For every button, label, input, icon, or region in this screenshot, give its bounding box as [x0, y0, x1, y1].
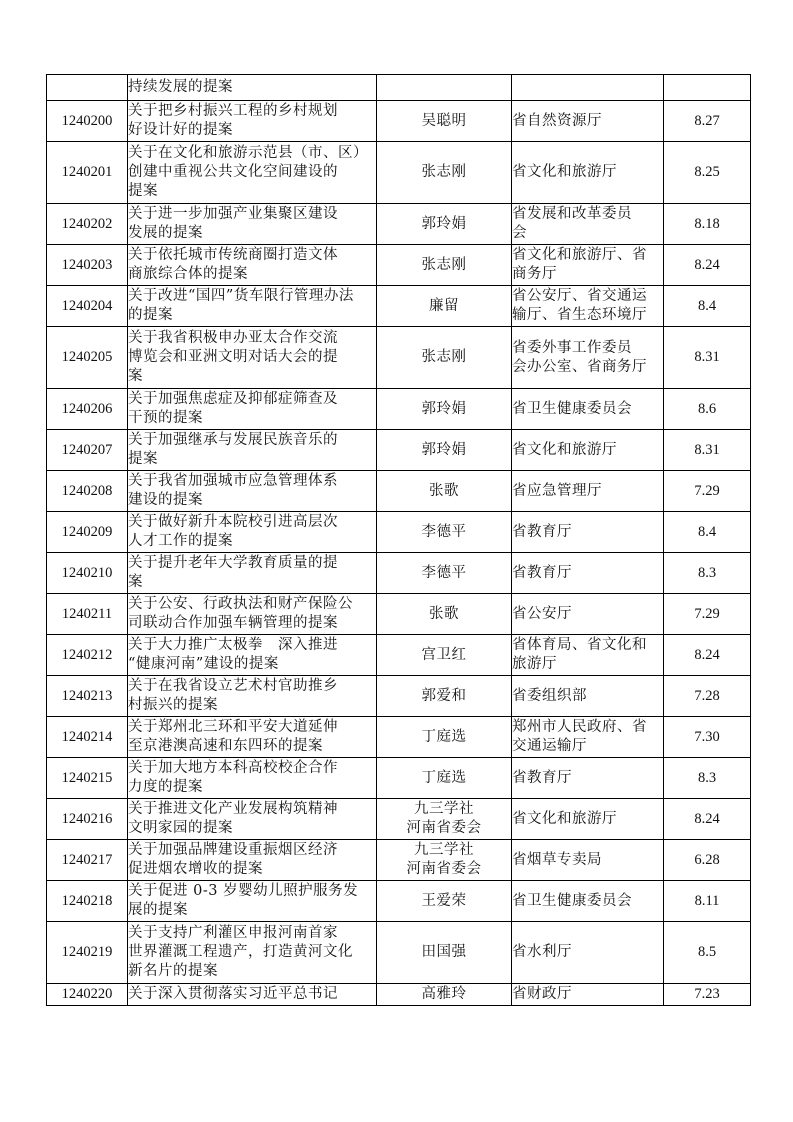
proposer	[377, 799, 512, 840]
proposal-title-line: 关于加强焦虑症及抑郁症筛查及	[128, 391, 338, 407]
table-row	[47, 245, 751, 286]
proposer-line: 郭玲娟	[421, 441, 467, 458]
handling-department-line: 省体育局、省文化和	[512, 637, 647, 653]
proposal-title	[128, 594, 377, 635]
proposer-line: 郭玲娟	[421, 400, 467, 417]
handling-department-line: 郑州市人民政府、省	[512, 719, 647, 735]
date: 7.30	[664, 717, 751, 758]
proposer	[377, 984, 512, 1006]
proposal-title-line: 关于公安、行政执法和财产保险公	[128, 596, 353, 612]
handling-department-line: 会办公室、省商务厅	[512, 358, 647, 375]
proposal-number: 1240209	[47, 512, 128, 553]
proposer-line: 廉留	[429, 297, 459, 314]
handling-department	[512, 327, 664, 389]
handling-department	[512, 75, 664, 101]
proposal-title-line: 关于提升老年大学教育质量的提	[128, 555, 338, 571]
proposal-title-line: 力度的提案	[128, 779, 203, 795]
date: 8.31	[664, 430, 751, 471]
proposal-number: 1240201	[47, 142, 128, 204]
proposal-title	[128, 430, 377, 471]
proposal-title-line: 关于进一步加强产业集聚区建设	[128, 206, 338, 222]
proposal-title-line: 关于在我省设立艺术村官助推乡	[128, 678, 338, 694]
proposal-number	[47, 75, 128, 101]
proposal-title-line: 创建中重视公共文化空间建设的	[128, 164, 338, 180]
proposal-title-line: 新名片的提案	[128, 963, 218, 979]
proposal-title	[128, 286, 377, 327]
proposal-number: 1240208	[47, 471, 128, 512]
handling-department	[512, 799, 664, 840]
handling-department-line: 省教育厅	[512, 523, 572, 540]
handling-department	[512, 142, 664, 204]
handling-department	[512, 922, 664, 984]
proposal-title-line: 干预的提案	[128, 410, 203, 426]
proposal-title-line: “健康河南”建设的提案	[128, 656, 279, 672]
proposal-number: 1240210	[47, 553, 128, 594]
proposal-number: 1240205	[47, 327, 128, 389]
proposal-title-line: 关于大力推广太极拳 深入推进	[128, 637, 338, 653]
date: 8.24	[664, 635, 751, 676]
date: 7.29	[664, 471, 751, 512]
proposer-line: 田国强	[421, 944, 467, 960]
proposal-title-line: 关于支持广利灌区申报河南首家	[128, 925, 338, 941]
proposal-title	[128, 717, 377, 758]
proposal-number: 1240206	[47, 389, 128, 430]
date	[664, 75, 751, 101]
proposer	[377, 840, 512, 881]
proposal-number: 1240219	[47, 922, 128, 984]
handling-department	[512, 881, 664, 922]
proposal-title-line: 关于改进“国四”货车限行管理办法	[128, 288, 354, 304]
proposal-table	[46, 74, 751, 1006]
handling-department-line: 省水利厅	[512, 944, 572, 960]
proposal-title	[128, 676, 377, 717]
table-row	[47, 881, 751, 922]
proposal-title-line: 促进烟农增收的提案	[128, 861, 263, 877]
table-row	[47, 635, 751, 676]
handling-department-line: 旅游厅	[512, 656, 557, 672]
handling-department	[512, 286, 664, 327]
table-row	[47, 204, 751, 245]
date: 8.24	[664, 245, 751, 286]
proposal-title-line: 文明家园的提案	[128, 820, 233, 836]
proposal-title	[128, 553, 377, 594]
proposer-line: 吴聪明	[421, 112, 467, 129]
handling-department	[512, 553, 664, 594]
proposal-title-line: 关于把乡村振兴工程的乡村规划	[128, 103, 338, 119]
proposer	[377, 635, 512, 676]
proposer-line: 河南省委会	[406, 820, 482, 836]
proposer	[377, 676, 512, 717]
proposal-title	[128, 327, 377, 389]
table-row	[47, 142, 751, 204]
handling-department-line: 省卫生健康委员会	[512, 400, 632, 417]
proposer-line: 河南省委会	[406, 861, 482, 877]
proposal-title-line: 至京港澳高速和东四环的提案	[128, 738, 323, 754]
proposer-line: 丁庭选	[421, 728, 467, 745]
proposer	[377, 430, 512, 471]
proposal-number: 1240213	[47, 676, 128, 717]
proposal-title	[128, 471, 377, 512]
handling-department-line: 省应急管理厅	[512, 482, 602, 499]
handling-department	[512, 245, 664, 286]
handling-department	[512, 840, 664, 881]
handling-department-line: 省文化和旅游厅	[512, 441, 617, 458]
proposal-number: 1240220	[47, 984, 128, 1006]
proposal-title	[128, 881, 377, 922]
table-row	[47, 717, 751, 758]
proposer	[377, 717, 512, 758]
proposal-title-line: 提案	[128, 183, 158, 199]
proposal-title-line: 商旅综合体的提案	[128, 266, 248, 282]
proposal-title-line: 关于深入贯彻落实习近平总书记	[128, 986, 338, 1002]
date: 8.25	[664, 142, 751, 204]
handling-department	[512, 101, 664, 142]
proposal-title-line: 关于在文化和旅游示范县（市、区）	[128, 145, 368, 161]
handling-department-line: 商务厅	[512, 266, 557, 282]
proposal-number: 1240212	[47, 635, 128, 676]
handling-department-line: 省文化和旅游厅	[512, 810, 617, 827]
date: 8.11	[664, 881, 751, 922]
proposal-title-line: 博览会和亚洲文明对话大会的提	[128, 349, 338, 365]
handling-department-line: 输厅、省生态环境厅	[512, 307, 647, 323]
proposer	[377, 389, 512, 430]
proposal-title	[128, 512, 377, 553]
date: 8.24	[664, 799, 751, 840]
table-row	[47, 471, 751, 512]
proposer-line: 郭爱和	[421, 687, 467, 704]
proposer	[377, 553, 512, 594]
proposal-title-line: 关于做好新升本院校引进高层次	[128, 514, 338, 530]
date: 8.5	[664, 922, 751, 984]
table-row	[47, 389, 751, 430]
proposal-number: 1240207	[47, 430, 128, 471]
date: 8.3	[664, 553, 751, 594]
handling-department-line: 会	[512, 225, 527, 241]
handling-department-line: 省财政厅	[512, 986, 572, 1002]
proposal-title-line: 人才工作的提案	[128, 533, 233, 549]
proposal-title	[128, 984, 377, 1006]
handling-department-line: 省文化和旅游厅	[512, 164, 617, 180]
table-row	[47, 75, 751, 101]
date: 8.18	[664, 204, 751, 245]
proposal-number: 1240218	[47, 881, 128, 922]
proposal-title-line: 好设计好的提案	[128, 122, 233, 138]
date: 8.4	[664, 512, 751, 553]
proposer-line: 李德平	[421, 523, 467, 540]
proposal-title-line: 关于我省积极申办亚太合作交流	[128, 330, 338, 346]
proposal-title-line: 关于推进文化产业发展构筑精神	[128, 801, 338, 817]
proposer	[377, 471, 512, 512]
proposal-title-line: 关于加强继承与发展民族音乐的	[128, 432, 338, 448]
proposal-title-line: 关于加强品牌建设重振烟区经济	[128, 842, 338, 858]
table-row	[47, 101, 751, 142]
proposal-title-line: 关于我省加强城市应急管理体系	[128, 473, 338, 489]
proposer-line: 李德平	[421, 564, 467, 581]
proposal-title-line: 提案	[128, 451, 158, 467]
proposal-number: 1240204	[47, 286, 128, 327]
date: 7.29	[664, 594, 751, 635]
proposal-title-line: 村振兴的提案	[128, 697, 218, 713]
proposal-title-line: 的提案	[128, 307, 173, 323]
proposer	[377, 75, 512, 101]
table-row	[47, 512, 751, 553]
date: 8.6	[664, 389, 751, 430]
handling-department-line: 省教育厅	[512, 769, 572, 786]
proposer	[377, 286, 512, 327]
proposal-title-line: 持续发展的提案	[128, 79, 233, 95]
proposal-title	[128, 635, 377, 676]
proposal-title-line: 关于加大地方本科高校校企合作	[128, 760, 338, 776]
proposal-number: 1240211	[47, 594, 128, 635]
proposer	[377, 881, 512, 922]
proposal-title	[128, 840, 377, 881]
proposer-line: 丁庭选	[421, 769, 467, 786]
date: 8.3	[664, 758, 751, 799]
table-row	[47, 840, 751, 881]
proposer-line: 高雅玲	[421, 986, 467, 1002]
proposer-line: 九三学社	[414, 801, 474, 817]
handling-department-line: 省委组织部	[512, 687, 587, 704]
proposal-number: 1240217	[47, 840, 128, 881]
table-row	[47, 799, 751, 840]
proposal-title	[128, 389, 377, 430]
proposer-line: 张歌	[429, 605, 459, 622]
handling-department-line: 省文化和旅游厅、省	[512, 247, 647, 263]
proposal-number: 1240214	[47, 717, 128, 758]
proposal-title-line: 案	[128, 574, 143, 590]
handling-department-line: 省卫生健康委员会	[512, 892, 632, 909]
handling-department-line: 省委外事工作委员	[512, 339, 632, 356]
proposal-title-line: 关于促进 0-3 岁婴幼儿照护服务发	[128, 883, 359, 899]
handling-department	[512, 984, 664, 1006]
handling-department-line: 省公安厅	[512, 605, 572, 622]
table-row	[47, 758, 751, 799]
proposer	[377, 922, 512, 984]
date: 8.4	[664, 286, 751, 327]
table-row	[47, 286, 751, 327]
proposal-title-line: 展的提案	[128, 902, 188, 918]
proposal-title	[128, 142, 377, 204]
handling-department-line: 交通运输厅	[512, 738, 587, 754]
handling-department-line: 省教育厅	[512, 564, 572, 581]
proposal-title-line: 案	[128, 368, 143, 384]
proposal-title	[128, 101, 377, 142]
table-row	[47, 327, 751, 389]
handling-department	[512, 512, 664, 553]
table-row	[47, 553, 751, 594]
table-row	[47, 676, 751, 717]
proposer-line: 张志刚	[421, 349, 467, 365]
handling-department-line: 省公安厅、省交通运	[512, 288, 647, 304]
proposal-number: 1240200	[47, 101, 128, 142]
date: 8.27	[664, 101, 751, 142]
date: 7.28	[664, 676, 751, 717]
proposal-title-line: 发展的提案	[128, 225, 203, 241]
proposal-title-line: 世界灌溉工程遗产，打造黄河文化	[128, 944, 353, 960]
table-row	[47, 922, 751, 984]
handling-department-line: 省发展和改革委员	[512, 206, 632, 222]
proposal-title	[128, 922, 377, 984]
proposer-line: 郭玲娟	[421, 215, 467, 232]
handling-department	[512, 430, 664, 471]
proposal-title	[128, 245, 377, 286]
table-row	[47, 984, 751, 1006]
proposal-title	[128, 75, 377, 101]
proposal-title-line: 关于郑州北三环和平安大道延伸	[128, 719, 338, 735]
handling-department	[512, 635, 664, 676]
handling-department	[512, 471, 664, 512]
proposer	[377, 327, 512, 389]
proposer	[377, 758, 512, 799]
proposal-number: 1240202	[47, 204, 128, 245]
proposal-title-line: 司联动合作加强车辆管理的提案	[128, 615, 338, 631]
proposer-line: 张志刚	[421, 256, 467, 273]
date: 8.31	[664, 327, 751, 389]
handling-department	[512, 758, 664, 799]
proposer	[377, 204, 512, 245]
handling-department	[512, 717, 664, 758]
proposer-line: 九三学社	[414, 842, 474, 858]
handling-department	[512, 204, 664, 245]
proposal-number: 1240216	[47, 799, 128, 840]
proposer-line: 王爱荣	[421, 892, 467, 909]
date: 6.28	[664, 840, 751, 881]
proposal-title-line: 建设的提案	[128, 492, 203, 508]
proposer	[377, 142, 512, 204]
proposal-table-body	[47, 75, 751, 1006]
proposal-title	[128, 204, 377, 245]
proposal-title	[128, 758, 377, 799]
proposal-number: 1240203	[47, 245, 128, 286]
proposal-title	[128, 799, 377, 840]
proposer	[377, 594, 512, 635]
proposal-title-line: 关于依托城市传统商圈打造文体	[128, 247, 338, 263]
proposer-line: 宫卫红	[421, 646, 467, 663]
proposer-line: 张歌	[429, 482, 459, 499]
proposer-line: 张志刚	[421, 164, 467, 180]
handling-department	[512, 676, 664, 717]
handling-department	[512, 389, 664, 430]
table-row	[47, 430, 751, 471]
date: 7.23	[664, 984, 751, 1006]
proposer	[377, 245, 512, 286]
table-row	[47, 594, 751, 635]
handling-department	[512, 594, 664, 635]
handling-department-line: 省自然资源厅	[512, 112, 602, 129]
proposer	[377, 101, 512, 142]
proposal-number: 1240215	[47, 758, 128, 799]
handling-department-line: 省烟草专卖局	[512, 851, 602, 868]
proposer	[377, 512, 512, 553]
